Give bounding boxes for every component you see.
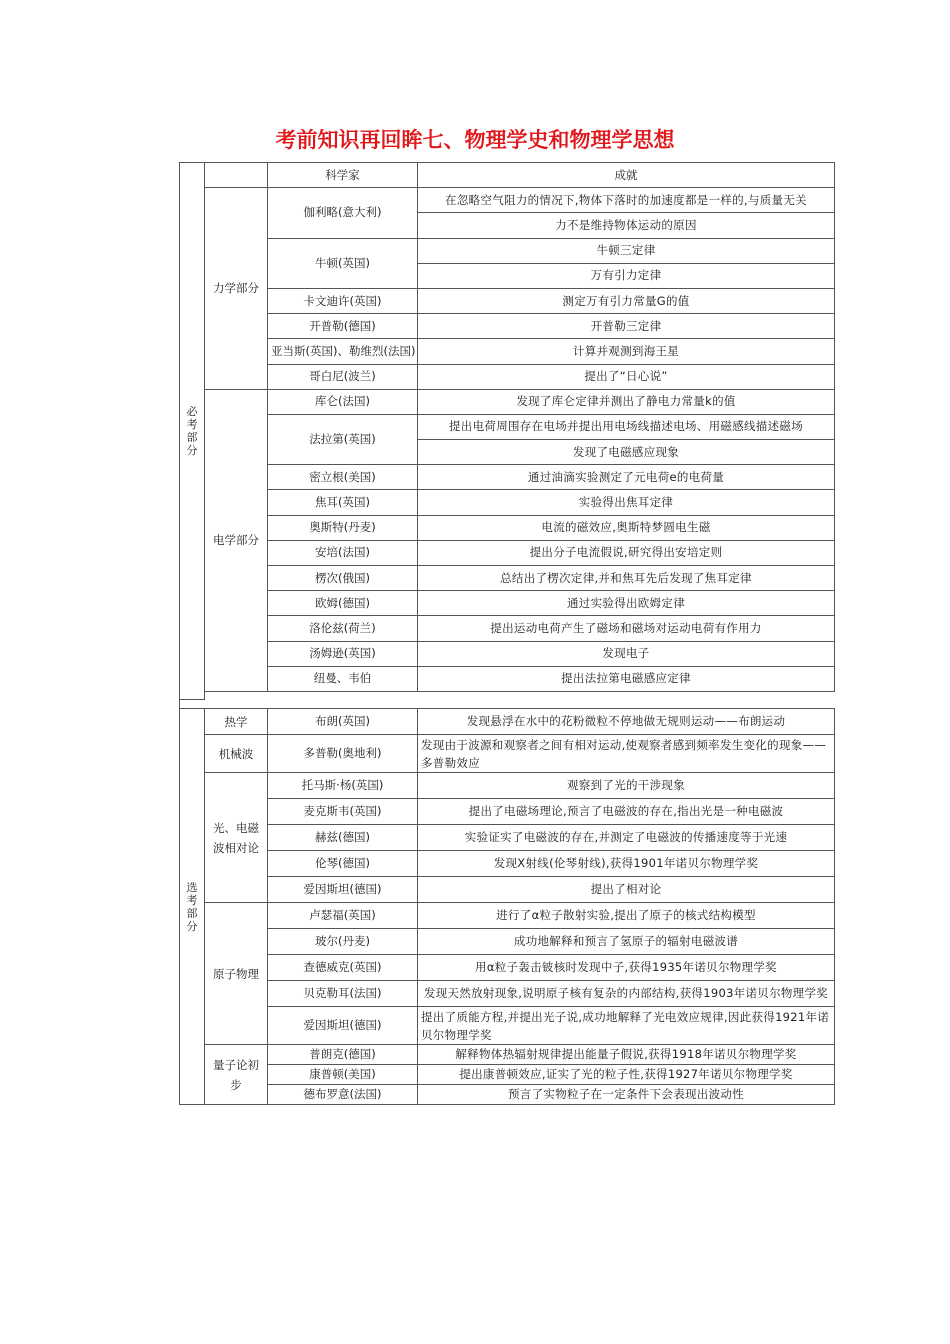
achievement-cell: 提出康普顿效应,证实了光的粒子性,获得1927年诺贝尔物理学奖	[418, 1065, 835, 1085]
table-row	[180, 981, 835, 1007]
section-label: 机械波	[205, 735, 268, 773]
table-row	[180, 641, 835, 666]
table-row	[180, 1045, 835, 1065]
scientist-cell: 玻尔(丹麦)	[268, 929, 418, 955]
scientist-cell: 焦耳(英国)	[268, 490, 418, 515]
achievement-cell: 力不是维持物体运动的原因	[418, 213, 835, 238]
table-row	[180, 1065, 835, 1085]
table-row	[180, 735, 835, 773]
scientist-cell: 法拉第(英国)	[268, 414, 418, 464]
table-row	[180, 566, 835, 591]
achievement-cell: 提出运动电荷产生了磁场和磁场对运动电荷有作用力	[418, 616, 835, 641]
scientist-cell: 欧姆(德国)	[268, 591, 418, 616]
scientist-cell: 普朗克(德国)	[268, 1045, 418, 1065]
achievement-cell: 发现由于波源和观察者之间有相对运动,使观察者感到频率发生变化的现象——多普勒效应	[418, 735, 835, 773]
table-row	[180, 288, 835, 313]
table-row	[180, 799, 835, 825]
achievement-cell: 实验证实了电磁波的存在,并测定了电磁波的传播速度等于光速	[418, 825, 835, 851]
scientist-cell: 麦克斯韦(英国)	[268, 799, 418, 825]
table-row	[180, 314, 835, 339]
table-row	[180, 929, 835, 955]
table-row	[180, 389, 835, 414]
scientist-cell: 牛顿(英国)	[268, 238, 418, 288]
table-row	[180, 773, 835, 799]
section-label: 光、电磁波相对论	[205, 773, 268, 903]
scientist-cell: 德布罗意(法国)	[268, 1085, 418, 1105]
scientist-cell: 赫兹(德国)	[268, 825, 418, 851]
table-row	[180, 339, 835, 364]
table-row	[180, 1085, 835, 1105]
achievement-cell: 发现悬浮在水中的花粉微粒不停地做无规则运动——布朗运动	[418, 709, 835, 735]
scientist-cell: 托马斯·杨(英国)	[268, 773, 418, 799]
achievement-cell: 发现天然放射现象,说明原子核有复杂的内部结构,获得1903年诺贝尔物理学奖	[418, 981, 835, 1007]
scientist-cell: 伽利略(意大利)	[268, 188, 418, 238]
achievement-cell: 总结出了楞次定律,并和焦耳先后发现了焦耳定律	[418, 566, 835, 591]
achievement-cell: 测定万有引力常量G的值	[418, 288, 835, 313]
scientist-cell: 库仑(法国)	[268, 389, 418, 414]
achievement-cell: 提出了电磁场理论,预言了电磁波的存在,指出光是一种电磁波	[418, 799, 835, 825]
header-achievement: 成就	[418, 163, 835, 188]
achievement-cell: 发现了库仑定律并测出了静电力常量k的值	[418, 389, 835, 414]
table-row	[180, 709, 835, 735]
scientist-cell: 纽曼、韦伯	[268, 666, 418, 691]
scientist-cell: 查德威克(英国)	[268, 955, 418, 981]
table-row	[180, 540, 835, 565]
scientist-cell: 洛伦兹(荷兰)	[268, 616, 418, 641]
table-row	[180, 188, 835, 213]
required-section-table	[179, 162, 835, 700]
achievement-cell: 成功地解释和预言了氢原子的辐射电磁波谱	[418, 929, 835, 955]
table-row	[180, 591, 835, 616]
tail-blank	[205, 691, 835, 700]
achievement-cell: 提出法拉第电磁感应定律	[418, 666, 835, 691]
table-row	[180, 515, 835, 540]
achievement-cell: 观察到了光的干涉现象	[418, 773, 835, 799]
achievement-cell: 提出了质能方程,并提出光子说,成功地解释了光电效应规律,因此获得1921年诺贝尔物理学奖	[418, 1007, 835, 1045]
table-row	[180, 364, 835, 389]
scientist-cell: 布朗(英国)	[268, 709, 418, 735]
scientist-cell: 伦琴(德国)	[268, 851, 418, 877]
required-label: 必考部分	[180, 163, 205, 700]
section-label: 量子论初步	[205, 1045, 268, 1105]
scientist-cell: 密立根(美国)	[268, 465, 418, 490]
table-row	[180, 490, 835, 515]
scientist-cell: 爱因斯坦(德国)	[268, 1007, 418, 1045]
table-row	[180, 955, 835, 981]
scientist-cell: 安培(法国)	[268, 540, 418, 565]
page-title: 考前知识再回眸七、物理学史和物理学思想	[275, 127, 675, 152]
achievement-cell: 牛顿三定律	[418, 238, 835, 263]
header-blank	[205, 163, 268, 188]
achievement-cell: 开普勒三定律	[418, 314, 835, 339]
section-label: 电学部分	[205, 389, 268, 691]
section-label: 原子物理	[205, 903, 268, 1045]
achievement-cell: 通过实验得出欧姆定律	[418, 591, 835, 616]
elective-label: 选考部分	[180, 709, 205, 1105]
elective-section-table	[179, 708, 835, 1105]
scientist-cell: 多普勒(奥地利)	[268, 735, 418, 773]
table-row	[180, 825, 835, 851]
section-label: 热学	[205, 709, 268, 735]
table-row	[180, 666, 835, 691]
achievement-cell: 计算并观测到海王星	[418, 339, 835, 364]
achievement-cell: 在忽略空气阻力的情况下,物体下落时的加速度都是一样的,与质量无关	[418, 188, 835, 213]
scientist-cell: 哥白尼(波兰)	[268, 364, 418, 389]
achievement-cell: 电流的磁效应,奥斯特梦圆电生磁	[418, 515, 835, 540]
scientist-cell: 卢瑟福(英国)	[268, 903, 418, 929]
achievement-cell: 提出电荷周围存在电场并提出用电场线描述电场、用磁感线描述磁场	[418, 414, 835, 439]
achievement-cell: 提出了相对论	[418, 877, 835, 903]
achievement-cell: 发现电子	[418, 641, 835, 666]
scientist-cell: 贝克勒耳(法国)	[268, 981, 418, 1007]
achievement-cell: 发现了电磁感应现象	[418, 440, 835, 465]
scientist-cell: 楞次(俄国)	[268, 566, 418, 591]
table-row	[180, 877, 835, 903]
scientist-cell: 奥斯特(丹麦)	[268, 515, 418, 540]
scientist-cell: 汤姆逊(英国)	[268, 641, 418, 666]
table-divider	[179, 695, 180, 708]
header-row	[180, 163, 835, 188]
scientist-cell: 康普顿(美国)	[268, 1065, 418, 1085]
achievement-cell: 进行了α粒子散射实验,提出了原子的核式结构模型	[418, 903, 835, 929]
achievement-cell: 万有引力定律	[418, 263, 835, 288]
table-row	[180, 903, 835, 929]
achievement-cell: 发现X射线(伦琴射线),获得1901年诺贝尔物理学奖	[418, 851, 835, 877]
scientist-cell: 卡文迪许(英国)	[268, 288, 418, 313]
table-row	[180, 465, 835, 490]
achievement-cell: 用α粒子轰击铍核时发现中子,获得1935年诺贝尔物理学奖	[418, 955, 835, 981]
achievement-cell: 提出分子电流假说,研究得出安培定则	[418, 540, 835, 565]
achievement-cell: 解释物体热辐射规律提出能量子假说,获得1918年诺贝尔物理学奖	[418, 1045, 835, 1065]
scientist-cell: 开普勒(德国)	[268, 314, 418, 339]
header-scientist: 科学家	[268, 163, 418, 188]
scientist-cell: 亚当斯(英国)、勒维烈(法国)	[268, 339, 418, 364]
table-row	[180, 238, 835, 263]
table-row-tail	[180, 691, 835, 700]
scientist-cell: 爱因斯坦(德国)	[268, 877, 418, 903]
table-row	[180, 616, 835, 641]
achievement-cell: 实验得出焦耳定律	[418, 490, 835, 515]
achievement-cell: 通过油滴实验测定了元电荷e的电荷量	[418, 465, 835, 490]
table-row	[180, 851, 835, 877]
section-label: 力学部分	[205, 188, 268, 390]
table-row	[180, 1007, 835, 1045]
achievement-cell: 提出了“日心说”	[418, 364, 835, 389]
achievement-cell: 预言了实物粒子在一定条件下会表现出波动性	[418, 1085, 835, 1105]
table-row	[180, 414, 835, 439]
